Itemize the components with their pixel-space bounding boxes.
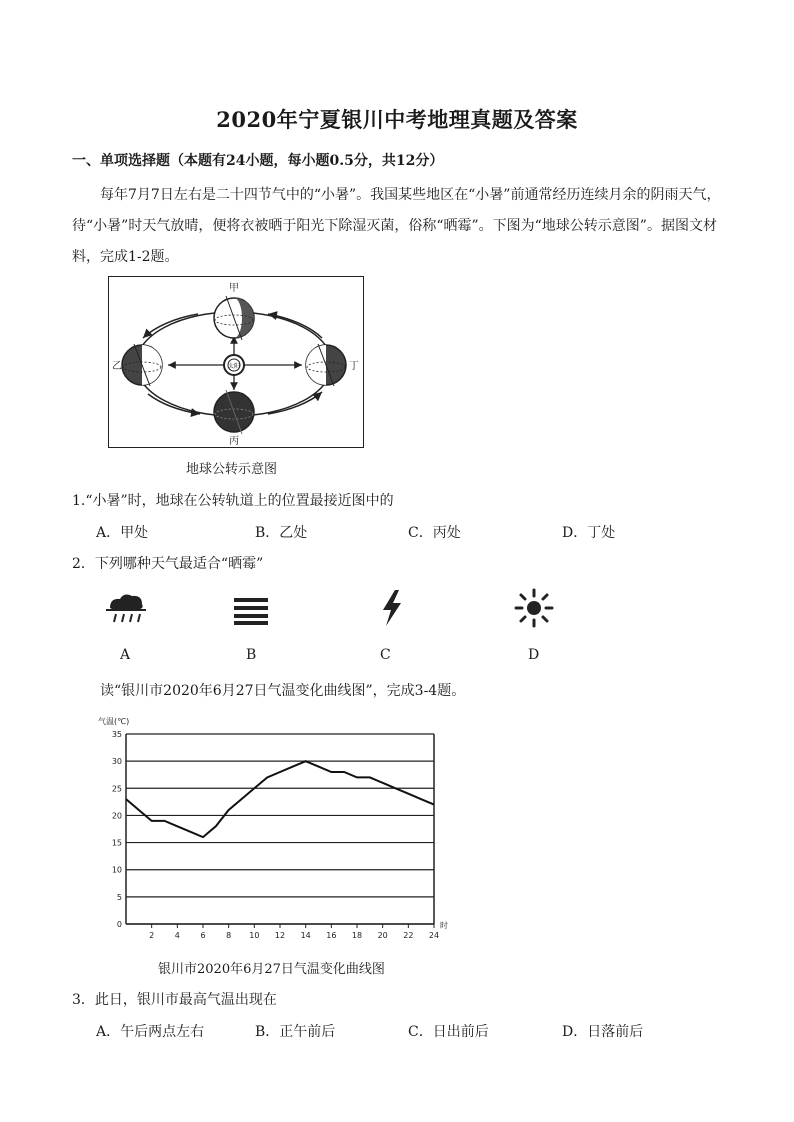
y-tick-label: 25 — [111, 784, 122, 794]
y-tick-label: 35 — [111, 730, 122, 739]
x-tick-label: 24 — [428, 931, 440, 940]
question-1-stem: 1.“小暑”时，地球在公转轨道上的位置最接近图中的 — [72, 493, 394, 509]
q3-option-d[interactable]: D．日落前后 — [562, 1024, 644, 1040]
q1-option-c[interactable]: C．丙处 — [408, 525, 461, 541]
q3-option-a[interactable]: A．午后两点左右 — [96, 1024, 205, 1040]
y-tick-label: 10 — [111, 865, 122, 875]
x-tick-label: 20 — [377, 931, 388, 940]
q3-option-b[interactable]: B．正午前后 — [255, 1024, 336, 1040]
q1-option-b[interactable]: B．乙处 — [255, 525, 308, 541]
label-yi: 乙 — [112, 361, 122, 372]
q2-option-b[interactable]: B — [246, 647, 257, 663]
rain-cloud-icon[interactable] — [104, 590, 148, 626]
x-tick-label: 4 — [174, 931, 180, 940]
earth-ding — [306, 344, 346, 386]
svg-text:太阳: 太阳 — [227, 363, 241, 370]
reading-instruction: 读“银川市2020年6月27日气温变化曲线图”，完成3-4题。 — [100, 683, 466, 699]
q2-option-c[interactable]: C — [380, 647, 391, 663]
x-tick-label: 14 — [300, 931, 311, 940]
y-axis-label: 气温(℃) — [98, 717, 130, 726]
earth-bing — [214, 390, 254, 434]
y-tick-label: 0 — [116, 920, 122, 929]
label-bing: 丙 — [229, 436, 239, 447]
x-axis-label: 时 — [440, 921, 448, 930]
chart-caption: 银川市2020年6月27日气温变化曲线图 — [158, 962, 385, 977]
fog-icon[interactable] — [232, 596, 270, 626]
x-tick-label: 10 — [249, 931, 260, 940]
y-tick-label: 30 — [111, 757, 122, 767]
x-tick-label: 6 — [200, 931, 206, 940]
lightning-icon[interactable] — [377, 588, 407, 628]
sunny-icon[interactable] — [514, 588, 554, 628]
page-title: 2020年宁夏银川中考地理真题及答案 — [216, 107, 578, 132]
orbit-diagram — [108, 276, 364, 448]
earth-jia — [214, 296, 254, 340]
question-3-stem: 3．此日，银川市最高气温出现在 — [72, 992, 277, 1008]
y-tick-label: 5 — [116, 892, 122, 902]
q1-option-d[interactable]: D．丁处 — [562, 525, 616, 541]
intro-paragraph: 每年7月7日左右是二十四节气中的“小暑”。我国某些地区在“小暑”前通常经历连续月余的阴雨天气，待“小暑”时天气放晴，便将衣被晒于阳光下除湿灭菌，俗称“晒霉”。下图为“地球公转示意图”。据图文材料，完成1-2题。 — [72, 187, 721, 265]
q2-option-d[interactable]: D — [528, 647, 540, 663]
q2-option-a[interactable]: A — [120, 647, 131, 663]
temperature-line — [126, 761, 434, 837]
y-tick-label: 20 — [111, 811, 122, 821]
q3-option-c[interactable]: C．日出前后 — [408, 1024, 489, 1040]
section-heading: 一、单项选择题（本题有24小题，每小题0.5分，共12分） — [72, 153, 444, 169]
label-ding: 丁 — [349, 361, 359, 372]
x-tick-label: 2 — [149, 931, 155, 940]
q1-option-a[interactable]: A．甲处 — [96, 525, 149, 541]
temperature-chart — [96, 712, 466, 948]
y-tick-label: 15 — [111, 838, 122, 848]
earth-yi — [122, 344, 162, 386]
x-tick-label: 22 — [403, 931, 414, 940]
label-jia: 甲 — [229, 283, 239, 294]
x-tick-label: 16 — [326, 931, 337, 940]
x-tick-label: 12 — [274, 931, 286, 940]
orbit-figure-caption: 地球公转示意图 — [186, 462, 278, 477]
question-2-stem: 2．下列哪种天气最适合“晒霉” — [72, 556, 264, 572]
x-tick-label: 18 — [351, 931, 363, 940]
x-tick-label: 8 — [226, 931, 232, 940]
